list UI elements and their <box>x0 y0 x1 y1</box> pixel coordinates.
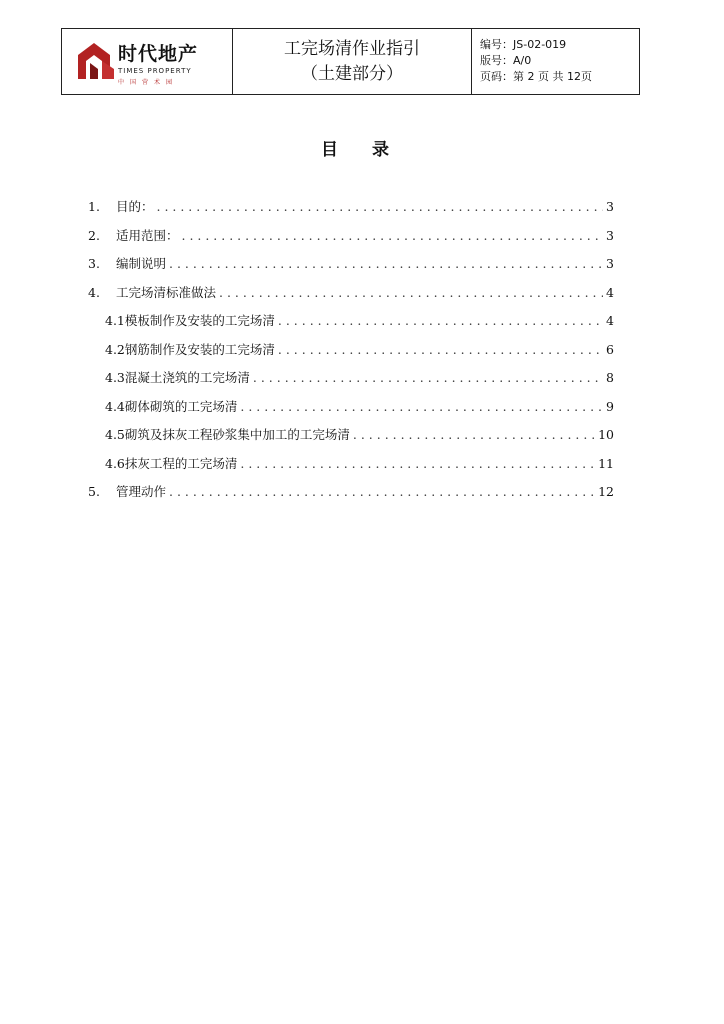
toc-entry[interactable] <box>88 226 614 246</box>
toc-entry-label: 砌体砌筑的工完场清 <box>124 398 238 414</box>
logo-slogan: 中国营术园 <box>118 79 179 86</box>
toc-entry-page: 4 <box>606 284 614 300</box>
toc-entry[interactable] <box>88 197 614 217</box>
toc-entry-number: 4.6 <box>105 455 125 471</box>
toc-entry-label: 目的： <box>116 199 154 214</box>
toc-leader-dots <box>240 399 603 414</box>
toc-entry-label: 钢筋制作及安装的工完场清 <box>124 341 275 357</box>
toc-leader-dots <box>353 427 595 442</box>
toc-entry-label: 混凝土浇筑的工完场清 <box>124 370 250 385</box>
toc-entry[interactable] <box>105 425 614 445</box>
toc-leader-dots <box>182 228 604 243</box>
toc-entry[interactable] <box>105 368 614 388</box>
toc-entry-label: 编制说明 <box>116 256 167 271</box>
toc-entry-page: 3 <box>606 227 614 243</box>
logo-name-cn: 时代地产 <box>118 43 199 65</box>
toc-entry-page: 12 <box>598 484 614 499</box>
toc-entry-label: 抹灰工程的工完场清 <box>124 455 238 471</box>
toc-entry[interactable] <box>105 397 614 417</box>
toc-leader-dots <box>219 285 603 300</box>
toc-entry-page: 4 <box>606 313 614 328</box>
toc-entry[interactable] <box>105 340 614 360</box>
toc-entry-number: 1. <box>88 199 100 214</box>
toc-leader-dots <box>253 370 603 385</box>
toc-entry-page: 11 <box>598 455 614 471</box>
toc-entry-page: 10 <box>598 427 614 442</box>
logo-name-en: TIMES PROPERTY <box>118 67 192 75</box>
toc-entry-page: 3 <box>606 256 614 271</box>
toc-leader-dots <box>169 256 603 271</box>
toc-entry-number: 4.3 <box>105 370 125 385</box>
toc-entry-page: 8 <box>606 370 614 385</box>
toc-entry[interactable] <box>88 254 614 274</box>
toc-entry-page: 3 <box>606 199 614 214</box>
toc-entry-number: 4.1 <box>105 313 125 328</box>
toc-entry[interactable] <box>105 454 614 474</box>
toc-entry-number: 2. <box>88 227 100 243</box>
toc-entry-number: 4.4 <box>105 398 125 414</box>
document-header <box>61 28 640 95</box>
page-number: 页码：第 2 页 共 12页 <box>480 70 592 83</box>
toc-leader-dots <box>240 456 595 471</box>
toc-entry-label: 砌筑及抹灰工程砂浆集中加工的工完场清 <box>124 427 350 442</box>
toc-entry-label: 模板制作及安装的工完场清 <box>124 313 275 328</box>
toc-entry-label: 适用范围： <box>116 227 179 243</box>
toc-entry-number: 5. <box>88 484 100 499</box>
logo-cell <box>62 29 233 94</box>
header-title-cell <box>233 29 472 94</box>
header-meta-cell <box>472 29 639 94</box>
toc-entry[interactable] <box>88 482 614 502</box>
toc-leader-dots <box>157 199 604 214</box>
document-subtitle: （土建部分） <box>301 63 403 84</box>
toc-entry-label: 管理动作 <box>116 484 167 499</box>
toc-entry[interactable] <box>88 283 614 303</box>
toc-leader-dots <box>169 484 595 499</box>
toc-title: 目 录 <box>321 140 403 160</box>
document-code: 编号：JS-02-019 <box>480 38 567 51</box>
toc-entry-number: 4.5 <box>105 427 125 442</box>
toc-entry-number: 3. <box>88 256 100 271</box>
document-version: 版号：A/0 <box>480 54 532 67</box>
toc-entry-number: 4. <box>88 284 100 300</box>
toc-leader-dots <box>278 342 603 357</box>
toc-entry-page: 6 <box>606 341 614 357</box>
times-property-logo-icon <box>76 41 116 81</box>
toc-entry-number: 4.2 <box>105 341 125 357</box>
document-title: 工完场清作业指引 <box>284 38 420 59</box>
toc-entry-page: 9 <box>606 398 614 414</box>
toc-leader-dots <box>278 313 603 328</box>
toc-entry[interactable] <box>105 311 614 331</box>
toc-entry-label: 工完场清标准做法 <box>116 284 217 300</box>
